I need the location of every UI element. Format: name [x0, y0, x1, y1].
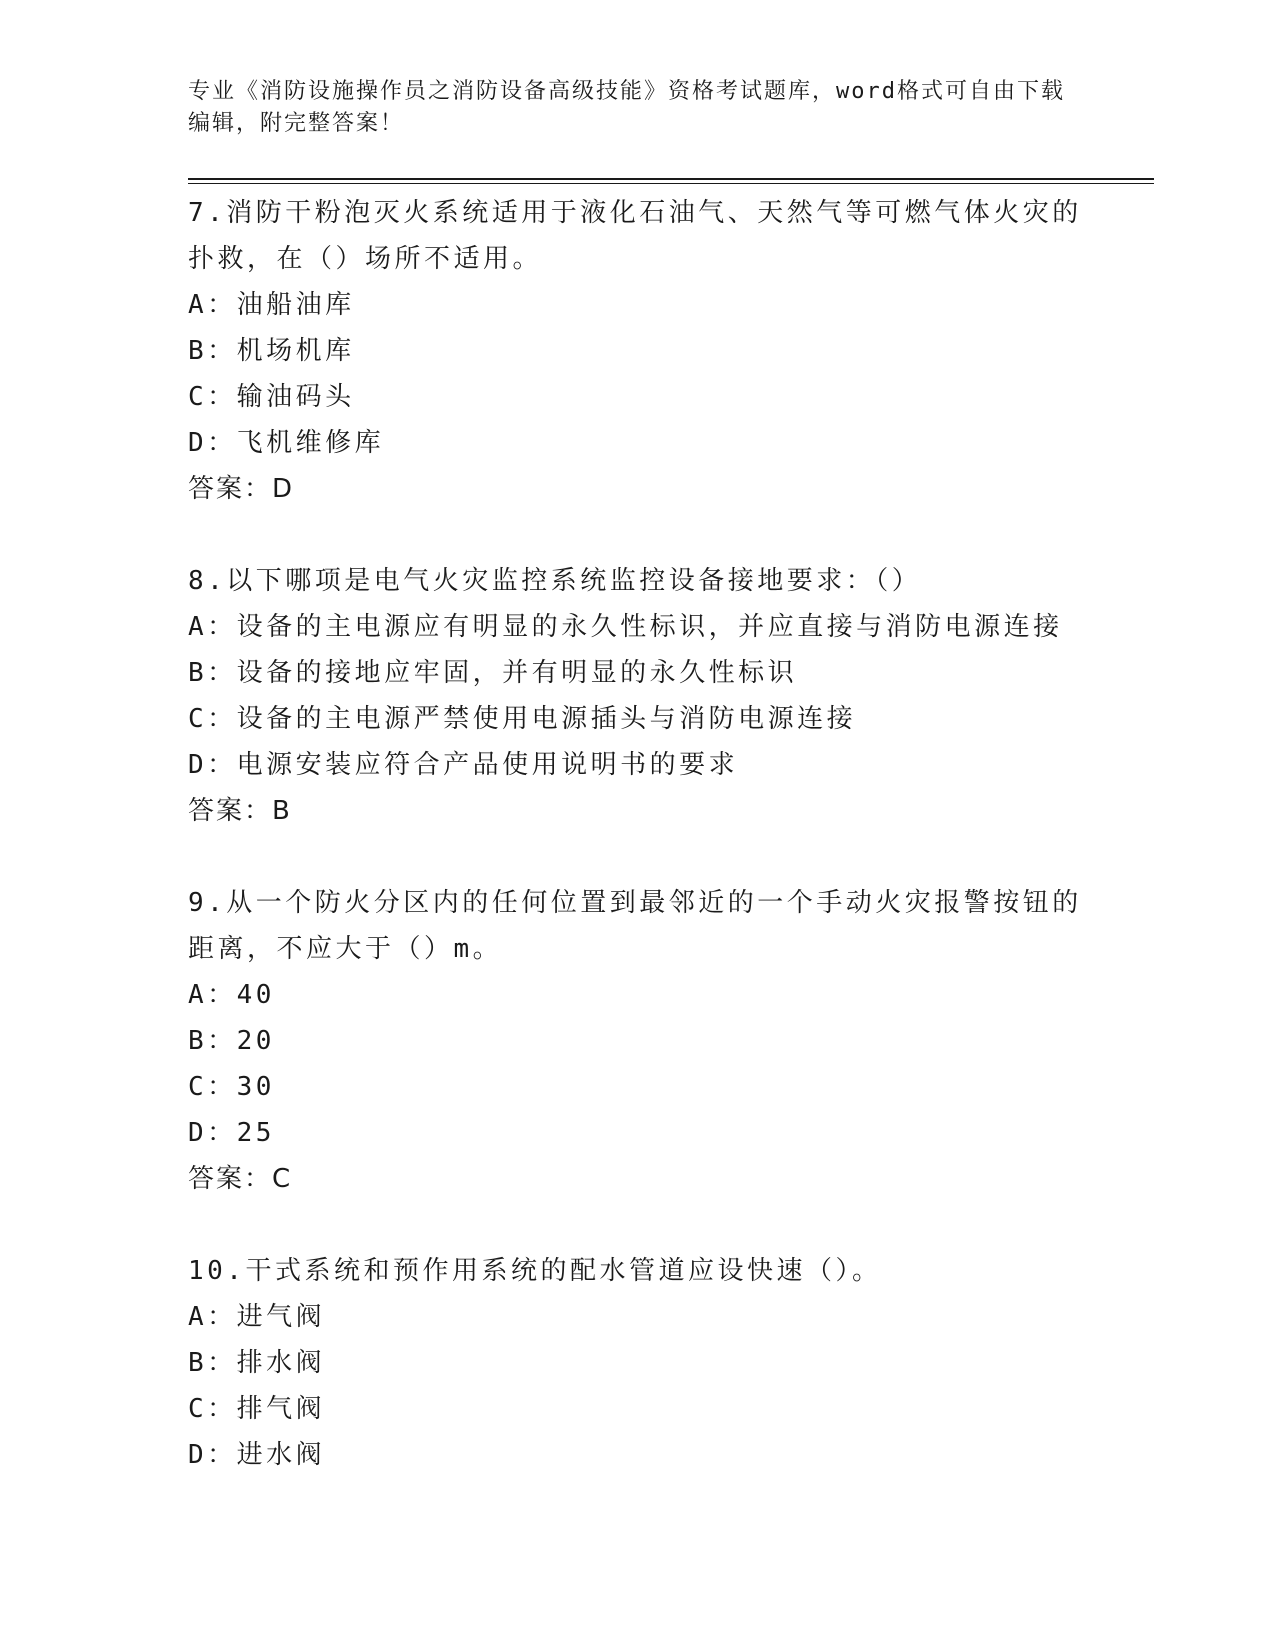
option-b: B：20: [188, 1026, 275, 1056]
question-7: [188, 190, 1088, 512]
question-title: 10.干式系统和预作用系统的配水管道应设快速（）。: [188, 1256, 882, 1286]
option-d: D：25: [188, 1118, 275, 1148]
header-divider-thin: [188, 183, 1154, 184]
option-a: A：设备的主电源应有明显的永久性标识，并应直接与消防电源连接: [188, 612, 1063, 642]
option-b: B：机场机库: [188, 336, 355, 366]
answer-line: 答案：D: [188, 474, 295, 504]
option-c: C：输油码头: [188, 382, 355, 412]
option-d: D：进水阀: [188, 1440, 326, 1470]
option-c: C：排气阀: [188, 1394, 326, 1424]
question-10: [188, 1248, 1088, 1478]
question-8: [188, 558, 1088, 834]
header-divider-thick: [188, 178, 1154, 180]
option-a: A：油船油库: [188, 290, 355, 320]
question-title: 7.消防干粉泡灭火系统适用于液化石油气、天然气等可燃气体火灾的扑救，在（）场所不适用。: [188, 198, 1082, 274]
answer-line: 答案：C: [188, 1164, 293, 1194]
answer-line: 答案：B: [188, 796, 292, 826]
option-a: A：进气阀: [188, 1302, 326, 1332]
question-title: 8.以下哪项是电气火灾监控系统监控设备接地要求：（）: [188, 566, 922, 596]
option-b: B：设备的接地应牢固，并有明显的永久性标识: [188, 658, 798, 688]
option-c: C：设备的主电源严禁使用电源插头与消防电源连接: [188, 704, 857, 734]
question-title: 9.从一个防火分区内的任何位置到最邻近的一个手动火灾报警按钮的距离，不应大于（）m。: [188, 888, 1082, 964]
question-list: [188, 190, 1088, 1524]
option-c: C：30: [188, 1072, 275, 1102]
option-b: B：排水阀: [188, 1348, 326, 1378]
question-9: [188, 880, 1088, 1202]
option-a: A：40: [188, 980, 275, 1010]
option-d: D：飞机维修库: [188, 428, 385, 458]
option-d: D：电源安装应符合产品使用说明书的要求: [188, 750, 739, 780]
document-header: 专业《消防设施操作员之消防设备高级技能》资格考试题库，word格式可自由下载编辑，附完整答案！: [188, 79, 1065, 136]
